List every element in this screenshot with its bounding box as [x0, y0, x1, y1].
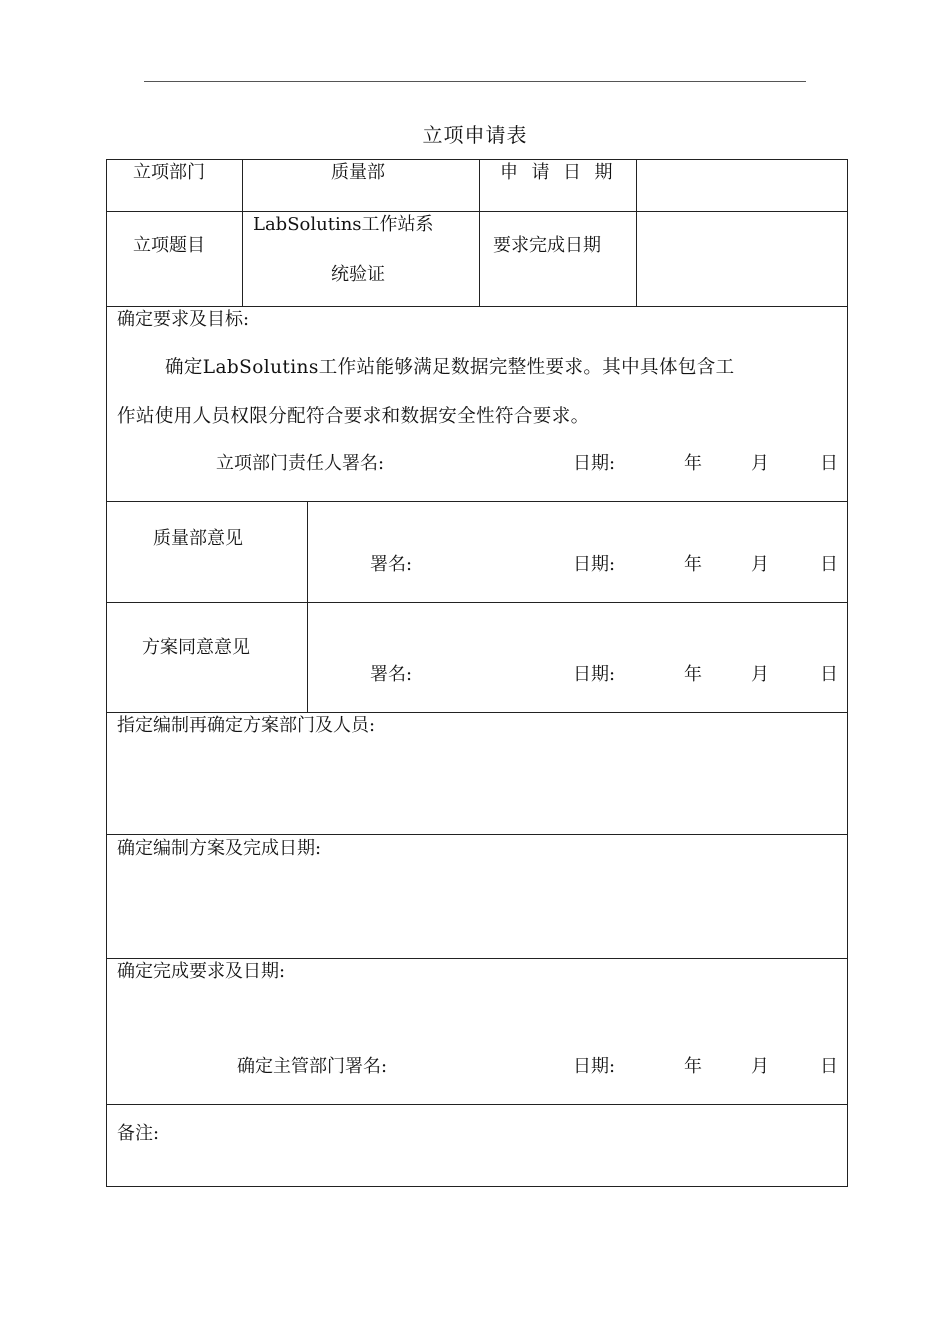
topic-value-line2: 统验证 — [331, 264, 385, 285]
month-label: 月 — [751, 1056, 769, 1077]
month-label: 月 — [751, 664, 769, 685]
header-rule — [144, 81, 806, 82]
completion-heading: 确定完成要求及日期: — [117, 961, 286, 982]
date-label: 日期: — [573, 453, 616, 474]
row-divider — [107, 501, 847, 502]
topic-value-line1: LabSolutins工作站系 — [253, 214, 434, 235]
assign-heading: 指定编制再确定方案部门及人员: — [117, 715, 376, 736]
apply-date-label: 申请日期 — [500, 162, 626, 183]
sign-label: 署名: — [370, 664, 413, 685]
row-divider — [107, 602, 847, 603]
col-divider — [479, 160, 480, 306]
year-label: 年 — [684, 664, 702, 685]
day-label: 日 — [820, 664, 838, 685]
goals-body — [117, 343, 839, 441]
dept-signer-label: 立项部门责任人署名: — [216, 453, 385, 474]
sign-label: 署名: — [370, 554, 413, 575]
goals-body-line2: 作站使用人员权限分配符合要求和数据安全性符合要求。 — [117, 406, 590, 427]
day-label: 日 — [820, 554, 838, 575]
supervisor-signer-label: 确定主管部门署名: — [237, 1056, 388, 1077]
year-label: 年 — [684, 554, 702, 575]
col-divider — [242, 160, 243, 306]
row-divider — [107, 958, 847, 959]
goals-body-line1: 确定LabSolutins工作站能够满足数据完整性要求。其中具体包含工 — [165, 357, 735, 378]
year-label: 年 — [684, 453, 702, 474]
day-label: 日 — [820, 453, 838, 474]
date-label: 日期: — [573, 554, 616, 575]
row-divider — [107, 306, 847, 307]
row-divider — [107, 1104, 847, 1105]
row-divider — [107, 211, 847, 212]
col-divider — [307, 501, 308, 712]
due-date-label: 要求完成日期 — [493, 235, 601, 256]
plan-date-heading: 确定编制方案及完成日期: — [117, 838, 322, 859]
row-divider — [107, 712, 847, 713]
quality-opinion-label: 质量部意见 — [153, 528, 243, 549]
dept-label: 立项部门 — [133, 162, 205, 183]
application-form — [106, 159, 848, 1187]
month-label: 月 — [751, 453, 769, 474]
year-label: 年 — [684, 1056, 702, 1077]
day-label: 日 — [820, 1056, 838, 1077]
date-label: 日期: — [573, 664, 616, 685]
dept-value: 质量部 — [331, 162, 385, 183]
page-title: 立项申请表 — [422, 123, 528, 147]
plan-opinion-label: 方案同意意见 — [142, 637, 250, 658]
row-divider — [107, 834, 847, 835]
date-label: 日期: — [573, 1056, 616, 1077]
remarks-heading: 备注: — [117, 1123, 160, 1144]
col-divider — [636, 160, 637, 306]
topic-label: 立项题目 — [133, 235, 205, 256]
goals-heading: 确定要求及目标: — [117, 309, 250, 330]
month-label: 月 — [751, 554, 769, 575]
